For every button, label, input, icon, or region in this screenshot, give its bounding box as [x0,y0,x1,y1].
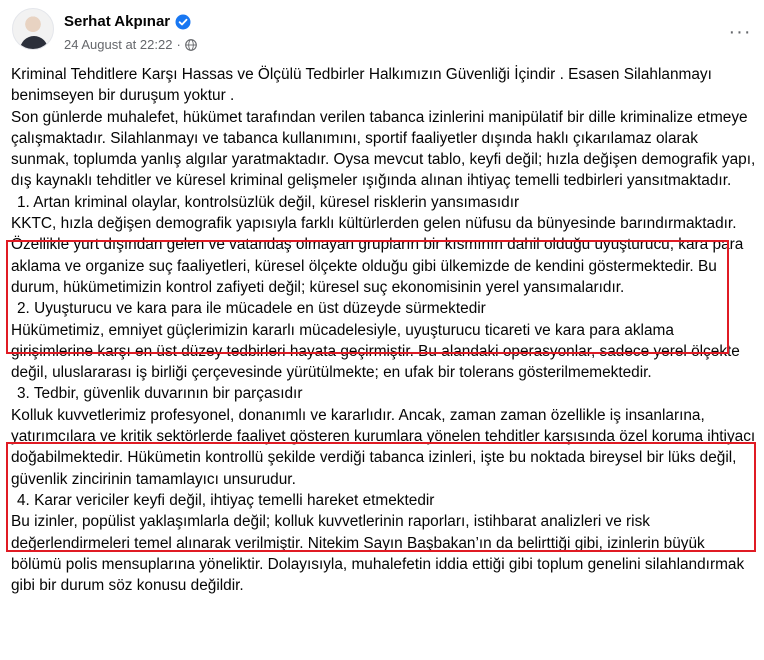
item-3-text: Kolluk kuvvetlerimiz profesyonel, donanımlı ve kararlıdır. Ancak, zaman zaman özellikle iş insanlarına, yatırımcılara ve kritik sektörlerde faaliyet gösteren kurumlara yönelen tehditler karşısında özel koruma ihtiyacı doğabilmektedir. Hükümetin kontrollü şekilde verdiği tabanca izinleri, işte bu noktada bireysel bir lüks değil, güvenlik zincirinin tamamlayıcı unsurudur. [11,406,756,488]
post-title-paragraph: Kriminal Tehditlere Karşı Hassas ve Ölçülü Tedbirler Halkımızın Güvenliği İçindir . Esasen Silahlanmayı benimseyen bir duruşum yoktur . [11,66,712,105]
item-3-title: 3. Tedbir, güvenlik duvarının bir parçasıdır [17,385,303,403]
post-body [11,64,756,596]
item-4-text: Bu izinler, popülist yaklaşımlarla değil; kolluk kuvvetlerinin raporları, istihbarat analizleri ve risk değerlendirmeleri temel alınarak verilmiştir. Nitekim Sayın Başbakan’ın da belirttiği gibi, izinlerin büyük bölümü polis mensuplarına yöneliktir. Dolayısıyla, muhalefetin iddia ettiği gibi toplum genelini silahlandırmak gibi bir durum söz konusu değildir. [11,513,745,595]
post-intro-paragraph: Son günlerde muhalefet, hükümet tarafından verilen tabanca izinlerini manipülatif bir dille kriminalize etmeye çalışmaktadır. Silahlanmayı ve tabanca kullanımını, sportif faaliyetler dışında haklı çıkarılamaz olarak sunmak, toplumda yanlış algılar yaratmaktadır. Oysa mevcut tablo, keyfi değil; hızla değişen demografik yapı, dış kaynaklı tehditler ve küresel kriminal gelişmeler ışığında alınan ihtiyaç temelli tedbirleri yansıtmaktadır. [11,108,756,190]
globe-icon[interactable] [185,39,197,51]
item-2-text: Hükümetimiz, emniyet güçlerimizin kararlı mücadelesiyle, uyuşturucu ticareti ve kara para aklama girişimlerine karşı en üst düzey tedbirleri hayata geçirmiştir. Bu alandaki operasyonlar, sadece yerel ölçekte değil, uluslararası iş birliği çerçevesinde yürütülmekte; en ufak bir tolerans gösterilmemektedir. [11,321,740,382]
author-name[interactable]: Serhat Akpınar [64,13,171,30]
item-4-title: 4. Karar vericiler keyfi değil, ihtiyaç temelli hareket etmektedir [17,491,435,509]
verified-badge-icon [175,14,191,30]
post-timestamp[interactable]: 24 August at 22:22 [64,37,173,52]
more-options-icon: ··· [728,20,752,43]
avatar[interactable] [12,8,54,50]
more-options-button[interactable] [726,18,754,46]
item-1-text: KKTC, hızla değişen demografik yapısıyla farklı kültürlerden gelen nüfusu da bünyesinde barındırmaktadır. Özellikle yurt dışından gelen ve vatandaş olmayan grupların bir kısmının dahil olduğu uyuşturucu, kara para aklama ve organize suç faaliyetleri, küresel ölçekte olduğu gibi ülkemizde de kendini göstermektedir. Bu durum, hükümetimizin kontrol zafiyeti değil; küresel suç ekonomisinin yerel yansımalarıdır. [11,215,744,296]
meta-separator: · [176,37,181,52]
author-row [64,13,191,30]
item-1-title: 1. Artan kriminal olaylar, kontrolsüzlük değil, küresel risklerin yansımasıdır [17,193,520,211]
post-header [0,0,764,66]
item-2-title: 2. Uyuşturucu ve kara para ile mücadele en üst düzeyde sürmektedir [17,300,486,318]
post-meta [64,37,197,52]
